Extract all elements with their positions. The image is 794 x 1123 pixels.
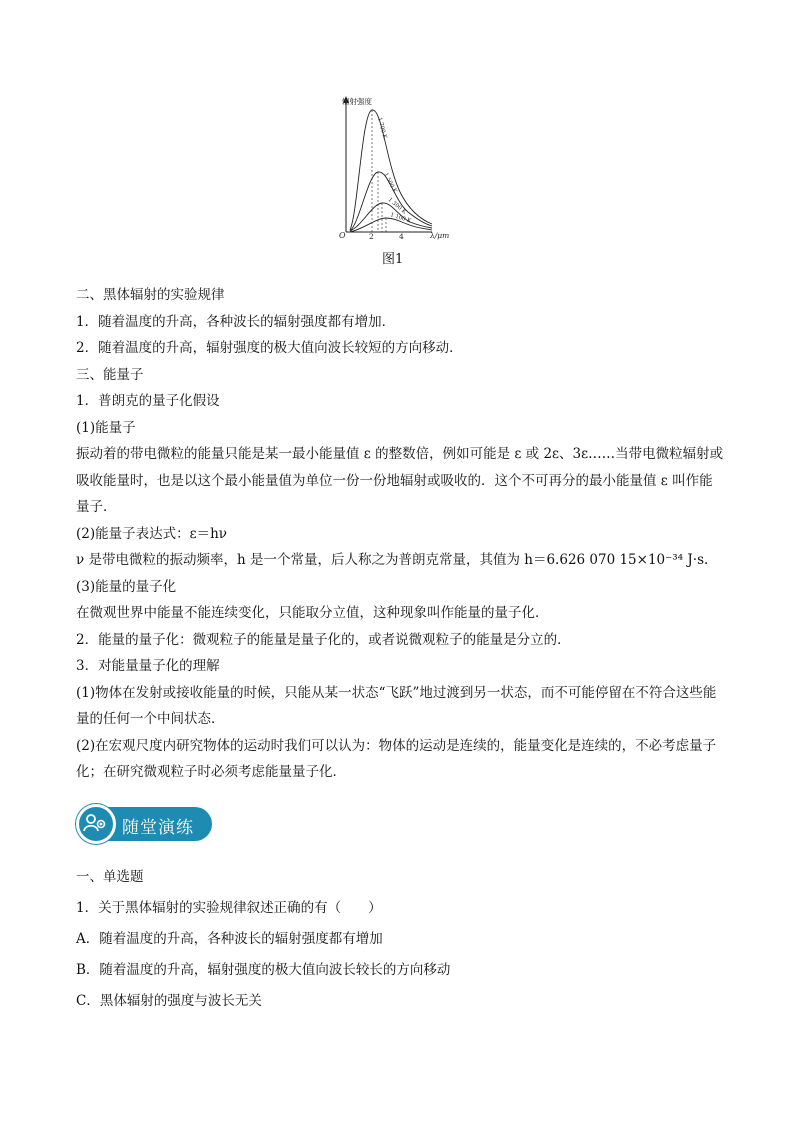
paragraph: 在微观世界中能量不能连续变化，只能取分立值，这种现象叫作能量的量子化． [76, 605, 549, 621]
subheading: 3．对能量量子化的理解 [76, 658, 220, 674]
curve-label-1300K: 1 300 K [386, 196, 408, 216]
people-icon [76, 804, 116, 844]
figure-caption: 图1 [382, 252, 404, 267]
origin-label: O [339, 231, 346, 240]
subheading: (1)能量子 [76, 419, 136, 436]
tick-label-4: 4 [399, 232, 404, 241]
quiz-option-b: B．随着温度的升高，辐射强度的极大值向波长较长的方向移动 [76, 962, 451, 978]
x-axis-label: λ/μm [430, 231, 450, 240]
quiz-heading: 一、单选题 [76, 869, 144, 885]
paragraph: ν 是带电微粒的振动频率，h 是一个常量，后人称之为普朗克常量，其值为 h＝6.626 070 15×10⁻³⁴ J·s. [76, 552, 709, 568]
section-heading: 二、黑体辐射的实验规律 [76, 287, 225, 303]
blackbody-figure [330, 92, 470, 242]
y-axis-label: 辐射强度 [342, 97, 372, 106]
paragraph: (1)物体在发射或接收能量的时候，只能从某一状态“飞跃”地过渡到另一状态，而不可能停留在不符合这些能量的任何一个中间状态． [76, 684, 717, 727]
paragraph: 1．随着温度的升高，各种波长的辐射强度都有增加． [76, 313, 396, 330]
banner-label: 随堂演练 [122, 818, 194, 838]
paragraph: 振动着的带电微粒的能量只能是某一最小能量值 ε 的整数倍，例如可能是 ε 或 2ε、3ε……当带电微粒辐射或吸收能量时，也是以这个最小能量值为单位一份一份地辐射或吸收的．这个不可再分的最小能量值 ε 叫作能量子． [76, 446, 724, 515]
paragraph: (2)在宏观尺度内研究物体的运动时我们可以认为：物体的运动是连续的，能量变化是连续的，不必考虑量子化；在研究微观粒子时必须考虑能量量子化． [76, 737, 717, 780]
practice-banner [76, 804, 214, 844]
curve-label-1700K: 1 700 K [376, 116, 388, 140]
section-heading: 三、能量子 [76, 366, 144, 383]
curve-label-1500K: 1 500 K [382, 172, 398, 195]
main-content [76, 282, 726, 786]
tick-label-2: 2 [369, 232, 374, 241]
quiz-question: 1．关于黑体辐射的实验规律叙述正确的有（ ） [76, 900, 382, 916]
formula-line: (2)能量子表达式：ε＝hν [76, 525, 228, 542]
quiz-option-c: C．黑体辐射的强度与波长无关 [76, 993, 262, 1009]
quiz-section [76, 862, 726, 1017]
curve-label-1100K: 1 100 K [389, 212, 412, 225]
subheading: (3)能量的量子化 [76, 578, 177, 595]
paragraph: 2．随着温度的升高，辐射强度的极大值向波长较短的方向移动． [76, 340, 463, 356]
paragraph: 2．能量的量子化：微观粒子的能量是量子化的，或者说微观粒子的能量是分立的． [76, 631, 571, 648]
subheading: 1．普朗克的量子化假设 [76, 393, 220, 409]
quiz-option-a: A．随着温度的升高，各种波长的辐射强度都有增加 [76, 931, 383, 947]
